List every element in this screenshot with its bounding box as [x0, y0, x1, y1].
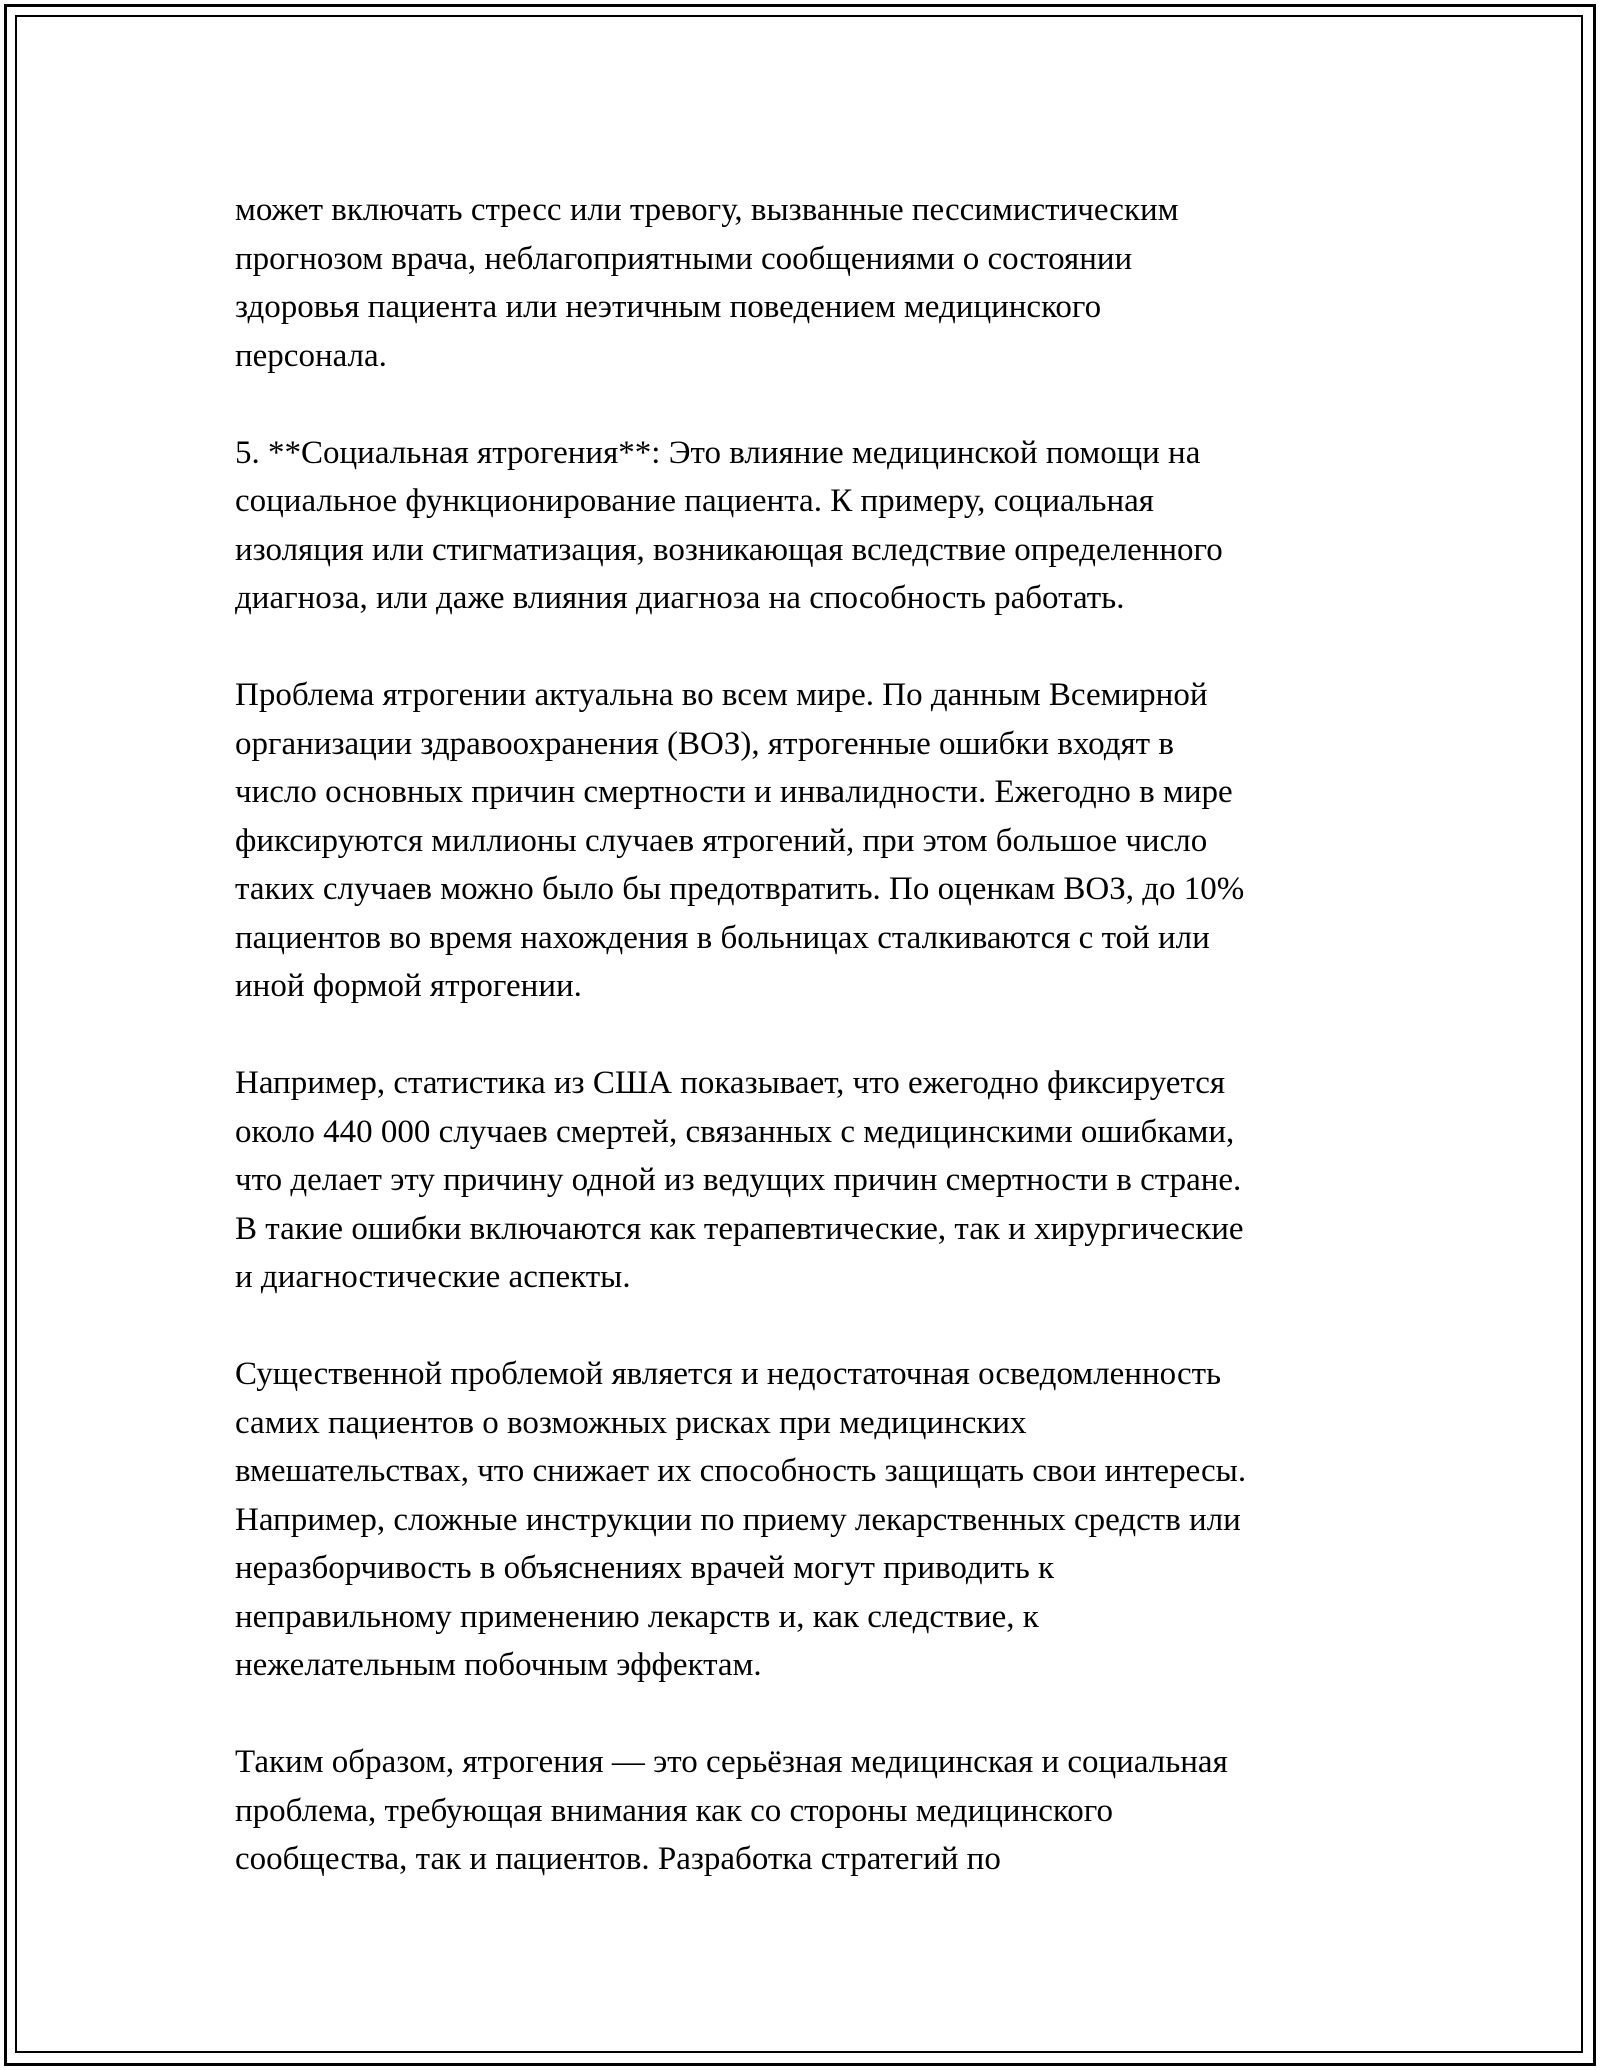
text-line: пациентов во время нахождения в больницах сталкиваются с той или: [235, 919, 1210, 956]
document-body: [235, 186, 1375, 1884]
text-line: и диагностические аспекты.: [235, 1259, 631, 1295]
paragraph-global-problem: [235, 671, 1375, 1011]
text-line: фиксируются миллионы случаев ятрогений, при этом большое число: [235, 822, 1208, 859]
text-line: персонала.: [235, 337, 387, 374]
text-line: прогнозом врача, неблагоприятными сообщениями о состоянии: [235, 240, 1133, 277]
text-line: Например, сложные инструкции по приему лекарственных средств или: [235, 1501, 1241, 1538]
text-line: около 440 000 случаев смертей, связанных с медицинскими ошибками,: [235, 1113, 1235, 1150]
paragraph-psychological-iatrogenesis-end: [235, 186, 1375, 380]
text-line: социальное функционирование пациента. К примеру, социальная: [235, 483, 1154, 519]
paragraph-usa-statistics: [235, 1059, 1375, 1302]
text-line: может включать стресс или тревогу, вызванные пессимистическим: [235, 192, 1179, 228]
text-line: Например, статистика из США показывает, что ежегодно фиксируется: [235, 1065, 1226, 1101]
paragraph-patient-awareness: [235, 1350, 1375, 1690]
text-line: что делает эту причину одной из ведущих причин смертности в стране.: [235, 1162, 1242, 1198]
text-line: неправильному применению лекарств и, как следствие, к: [235, 1598, 1039, 1635]
text-line: здоровья пациента или неэтичным поведением медицинского: [235, 289, 1102, 325]
text-line: Существенной проблемой является и недостаточная осведомленность: [235, 1356, 1222, 1392]
text-line: проблема, требующая внимания как со стороны медицинского: [235, 1792, 1113, 1829]
paragraph-conclusion: [235, 1738, 1375, 1884]
text-line: сообщества, так и пациентов. Разработка стратегий по: [235, 1841, 1001, 1877]
text-line: Проблема ятрогении актуальна во всем мире. По данным Всемирной: [235, 677, 1208, 713]
text-line: организации здравоохранения (ВОЗ), ятрогенные ошибки входят в: [235, 725, 1174, 762]
text-line: нежелательным побочным эффектам.: [235, 1647, 762, 1683]
text-line: самих пациентов о возможных рисках при медицинских: [235, 1404, 1027, 1441]
paragraph-social-iatrogenesis: [235, 429, 1375, 623]
text-line: иной формой ятрогении.: [235, 968, 582, 1004]
text-line: вмешательствах, что снижает их способность защищать свои интересы.: [235, 1453, 1247, 1489]
text-line: неразборчивость в объяснениях врачей могут приводить к: [235, 1550, 1055, 1586]
text-line: таких случаев можно было бы предотвратить. По оценкам ВОЗ, до 10%: [235, 871, 1245, 907]
text-line: число основных причин смертности и инвалидности. Ежегодно в мире: [235, 774, 1233, 810]
text-line: 5. **Социальная ятрогения**: Это влияние медицинской помощи на: [235, 434, 1201, 471]
text-line: диагноза, или даже влияния диагноза на способность работать.: [235, 580, 1125, 616]
text-line: Таким образом, ятрогения — это серьёзная медицинская и социальная: [235, 1744, 1228, 1780]
text-line: изоляция или стигматизация, возникающая вследствие определенного: [235, 531, 1223, 568]
text-line: В такие ошибки включаются как терапевтические, так и хирургические: [235, 1210, 1244, 1247]
